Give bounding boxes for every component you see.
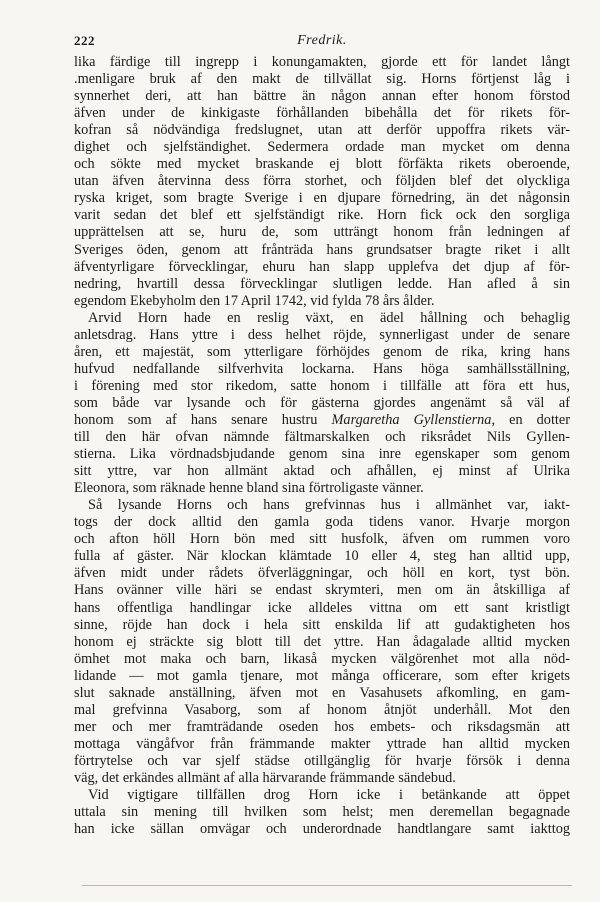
- text-line: [74, 514, 570, 531]
- text-line: [74, 344, 570, 361]
- line-text: nedring, hvartill dessa förvecklingar slutligen ledde. Han afled å sin: [74, 275, 570, 292]
- line-text: och afton höll Horn bön med sitt husfolk, äfven om rummen voro: [74, 531, 570, 548]
- line-text: Arvid Horn hade en reslig växt, en ädel hållning och behaglig: [88, 309, 570, 326]
- text-line: [74, 548, 570, 565]
- line-text: Hans ovänner ville häri se endast skrymteri, men om än åtskilliga af: [74, 582, 570, 599]
- text-line: [74, 173, 570, 190]
- bottom-rule: [82, 885, 572, 886]
- text-line: [74, 71, 570, 88]
- line-text: mal grefvinna Vasaborg, som af honom åtnjöt underhåll. Mot den: [74, 701, 570, 718]
- line-text: dighet och sjelfständighet. Sedermera ordade man mycket om denna: [74, 139, 570, 156]
- text-line: [74, 276, 570, 293]
- line-text: uttala sin mening till hvilken som helst; men deremellan begagnade: [74, 804, 570, 821]
- line-text: fulla af gäster. När klockan klämtade 10 eller 4, steg han alltid upp,: [74, 548, 570, 565]
- line-text: och sökte med mycket braskande ej blott förfäkta rikets oberoende,: [74, 156, 570, 173]
- line-text: slut saknade anställning, äfven mot en Vasahusets afkomling, en gam-: [74, 684, 570, 701]
- line-text: förtrytelse och var sjelf städse otillgänglig för hvarje försök i denna: [74, 752, 570, 769]
- text-line: [74, 804, 570, 821]
- text-line: [74, 139, 570, 156]
- text-line: [74, 685, 570, 702]
- text-line: [74, 259, 570, 276]
- line-text: hufvud nedfallande silfverhvita lockarna. Hans höga samhällsställning,: [74, 360, 570, 377]
- line-text: synnerhet deri, att han bättre än någon annan efter honom förstod: [74, 88, 570, 105]
- text-line: [74, 54, 570, 71]
- text-line: [74, 463, 570, 480]
- text-line: [74, 634, 570, 651]
- text-line: [74, 497, 570, 514]
- line-text: ryska kriget, som bragte Sverige i en djupare förnedring, än det någonsin: [74, 190, 570, 207]
- line-text: kofran så nödvändiga fredslugnet, utan att derför uppoffra rikets vär-: [74, 122, 570, 139]
- text-line: [74, 310, 570, 327]
- text-line: [74, 242, 570, 259]
- line-text: åren, ett majestät, som ytterligare förhöjdes genom de rika, kring hans: [74, 343, 570, 360]
- line-text: mer och mer framträdande oseden hos embets- och riksdagsmän att: [74, 718, 570, 735]
- line-text: hans offentliga handlingar icke alldeles vittna om ett sant kristligt: [74, 599, 570, 616]
- line-text: Så lysande Horns och hans grefvinnas hus i allmänhet var, iakt-: [88, 497, 570, 514]
- line-text: .menligare bruk af den makt de tillvällat sig. Horns förtjenst låg i: [74, 71, 570, 88]
- line-text: sinne, röjde han dock i hela sitt enskilda lif att gudaktigheten hos: [74, 616, 570, 633]
- text-line: [74, 651, 570, 668]
- page-number: 222: [74, 33, 95, 48]
- line-text: Eleonora, som räknade henne bland sina förtroligaste vänner.: [74, 480, 424, 497]
- text-line: [74, 582, 570, 599]
- line-text: egendom Ekebyholm den 17 April 1742, vid fylda 78 års ålder.: [74, 292, 435, 309]
- line-text: till den här ofvan nämnde fältmarskalken och riksrådet Nils Gyllen-: [74, 429, 570, 446]
- line-text: lidande — mot gamla tjenare, mot många officerare, som efter krigets: [74, 667, 570, 684]
- text-line: [74, 531, 570, 548]
- line-text: Vid vigtigare tillfällen drog Horn icke i betänkande att öppet: [88, 787, 570, 804]
- text-line: [74, 446, 570, 463]
- line-text: lika färdige till ingrepp i konungamakten, gjorde ett för landet långt: [74, 54, 570, 70]
- text-line: [74, 190, 570, 207]
- line-text: ömhet mot maka och barn, likaså mycken välgörenhet mot alla nöd-: [74, 650, 570, 667]
- text-line: [74, 395, 570, 412]
- running-head: Fredrik.: [297, 33, 347, 48]
- line-text: Sveriges öden, genom att frånträda hans grundsatser bragte riket i allt: [74, 241, 570, 258]
- line-text: han icke sällan omvägar och underordnade handtlangare samt iakttog: [74, 821, 570, 838]
- body-text: [74, 54, 570, 838]
- text-line: [74, 600, 570, 617]
- line-text: mottaga vängåfvor från främmande makter yttrade han alltid mycken: [74, 735, 570, 752]
- line-text: äfven midt under rådets öfverläggningar, och höll en kort, tyst bön.: [74, 565, 570, 582]
- text-line: [74, 702, 570, 719]
- text-line: [74, 122, 570, 139]
- text-line: [74, 565, 570, 582]
- text-line: [74, 719, 570, 736]
- text-line: [74, 753, 570, 770]
- line-text: anletsdrag. Hans yttre i dess helhet röjde, synnerligast under de senare: [74, 326, 570, 343]
- line-text: äfventyrligare förvecklingar, ehuru han slapp upplefva det djup af för-: [74, 258, 570, 275]
- text-line: [74, 378, 570, 395]
- line-text: i förening med stor rikedom, satte honom i tillfälle att föra ett hus,: [74, 377, 570, 394]
- text-line: [74, 770, 570, 787]
- text-line: [74, 293, 570, 310]
- italic-name: Margaretha Gyllenstierna: [331, 411, 492, 428]
- text-line: [74, 88, 570, 105]
- line-text: som både var lysande och för gästerna gjordes angenämt så väl af: [74, 394, 570, 411]
- line-text-tail: , en dotter: [491, 411, 570, 428]
- line-text: äfven under de kinkigaste förhållanden bibehålla det för rikets för-: [74, 105, 570, 122]
- line-text: stierna. Lika vördnadsbjudande genom sina inre egenskaper som genom: [74, 446, 570, 463]
- text-line: [74, 156, 570, 173]
- line-text: utan äfven återvinna dess förra storhet, och följden blef det olyckliga: [74, 173, 570, 190]
- line-text: honom ej sträckte sig blott till det yttre. Han ådagalade alltid mycken: [74, 633, 570, 650]
- page-header: [74, 33, 570, 51]
- line-text: varit sedan det blef ett sjelfständigt rike. Horn fick ock den sorgliga: [74, 207, 570, 224]
- text-line: [74, 224, 570, 241]
- text-line: [74, 821, 570, 838]
- line-text: sitt yttre, var hon allmänt aktad och afhållen, ej minst af Ulrika: [74, 463, 570, 480]
- text-line: [74, 429, 570, 446]
- text-line: [74, 207, 570, 224]
- line-text: togs der dock alltid den gamla goda tidens vanor. Hvarje morgon: [74, 514, 570, 531]
- text-line: [74, 480, 570, 497]
- text-line: [74, 327, 570, 344]
- text-line: [74, 105, 570, 122]
- text-line: [74, 736, 570, 753]
- text-line: [74, 787, 570, 804]
- text-line: [74, 668, 570, 685]
- line-text: upprättelsen att se, huru de, som utträngt honom från ledningen af: [74, 224, 570, 241]
- line-text: väg, det erkändes allmänt af alla härvarande främmande sändebud.: [74, 769, 456, 786]
- text-line: [74, 361, 570, 378]
- text-line: [74, 412, 570, 429]
- text-line: [74, 617, 570, 634]
- line-text: honom som af hans senare hustru: [74, 411, 332, 428]
